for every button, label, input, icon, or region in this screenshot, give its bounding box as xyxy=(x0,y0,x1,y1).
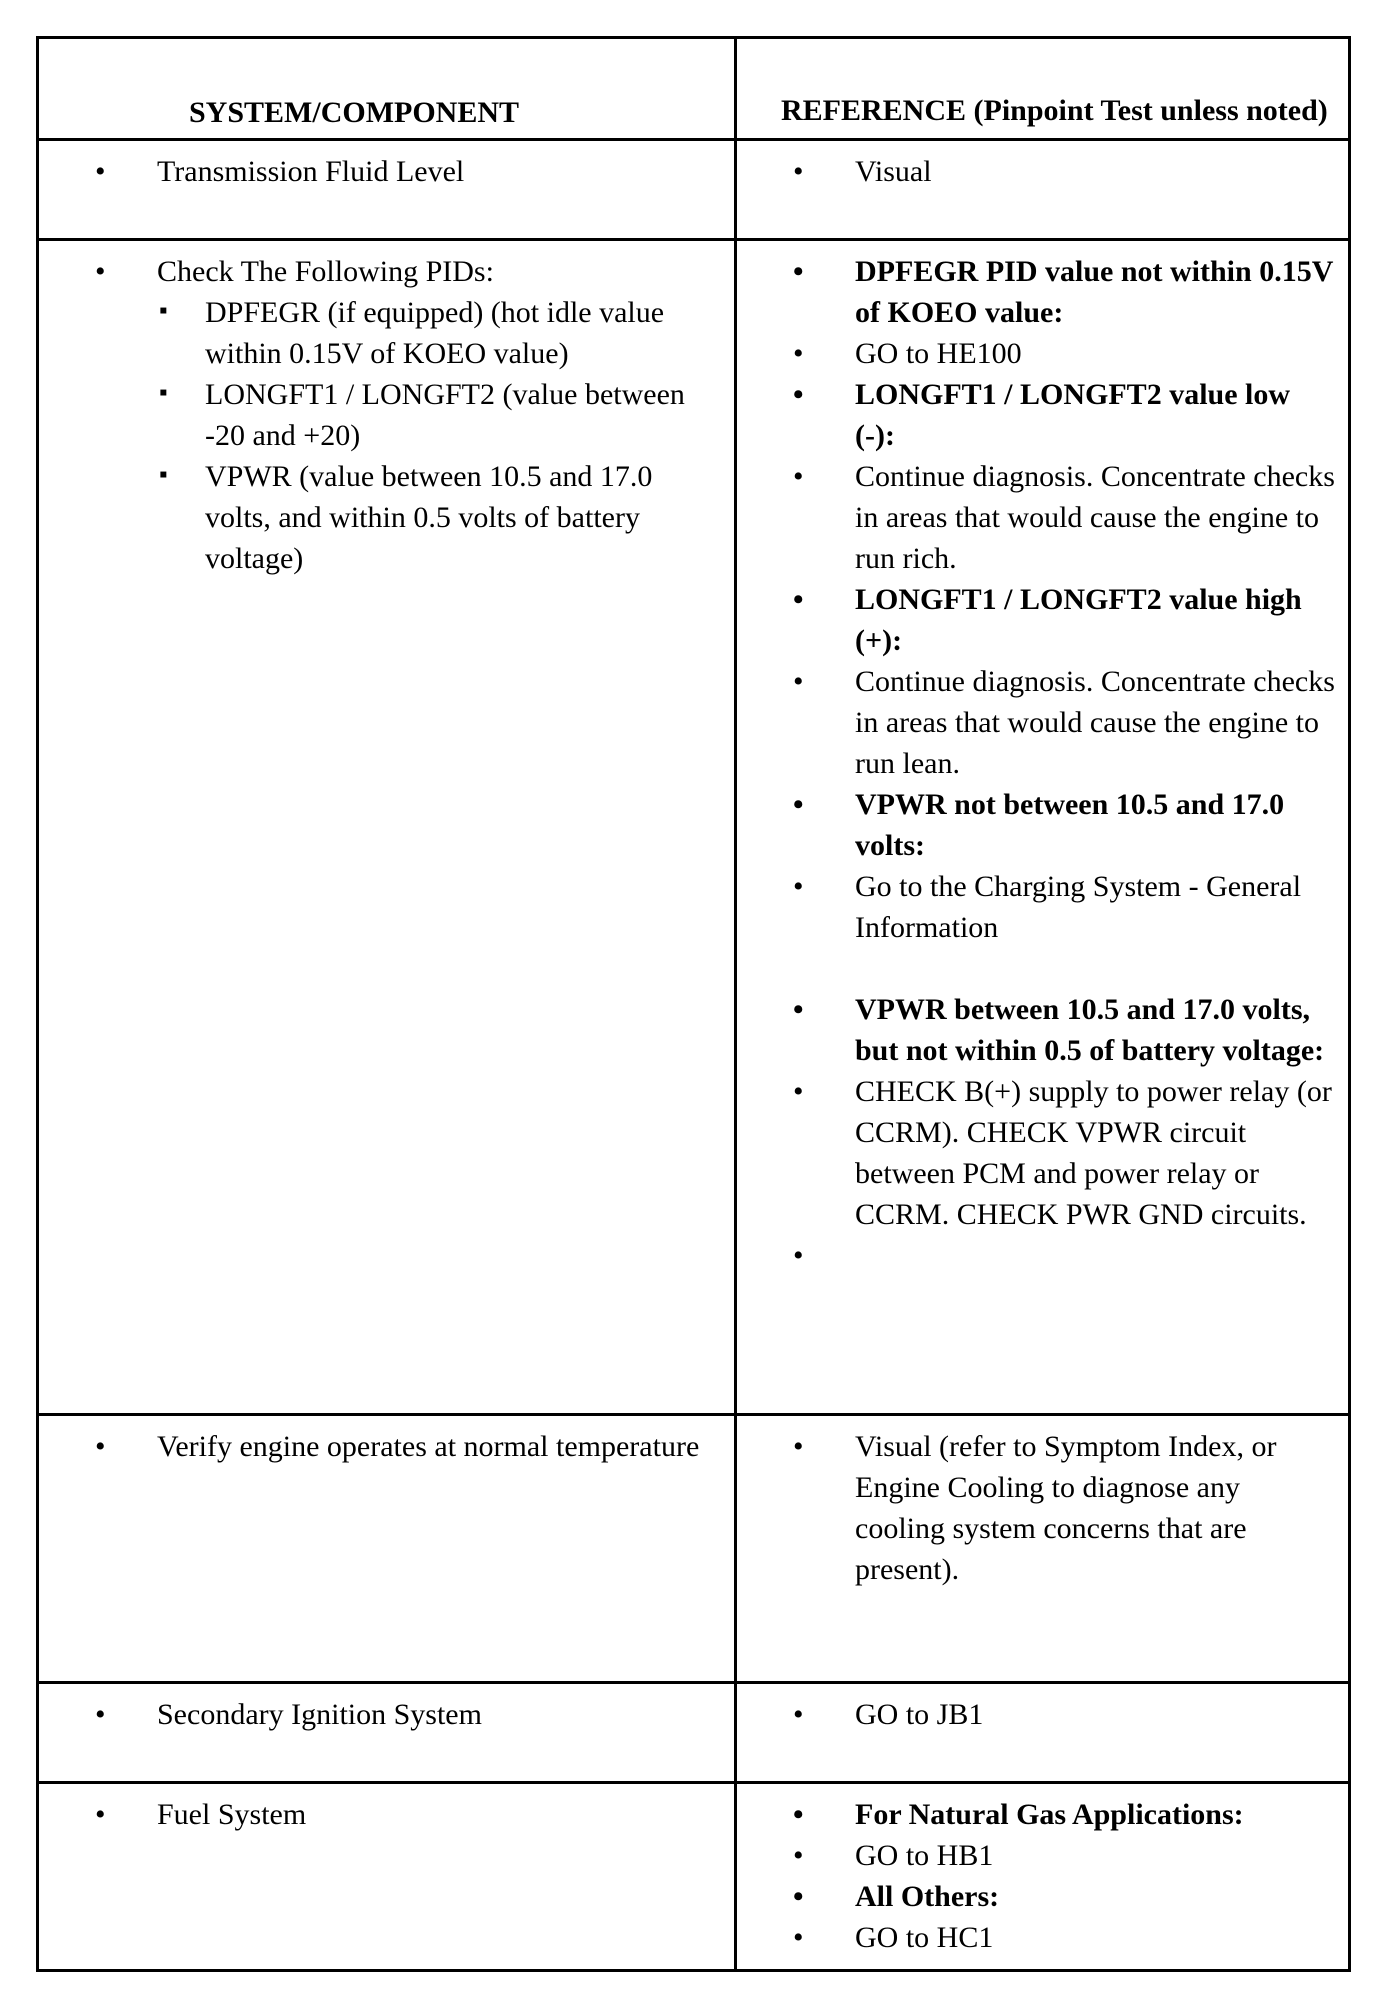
row-3-reference xyxy=(736,1415,1350,1683)
list-item: • GO to JB1 xyxy=(793,1694,1336,1735)
sub-list-item: ▪ DPFEGR (if equipped) (hot idle value within 0.15V of KOEO value) xyxy=(157,292,722,374)
diagnostic-table xyxy=(36,36,1351,1972)
list-item: • Secondary Ignition System xyxy=(95,1694,722,1735)
list-item: • All Others: xyxy=(793,1876,1336,1917)
empty-list-item xyxy=(793,1235,1336,1276)
list-item: • VPWR not between 10.5 and 17.0 volts: xyxy=(793,784,1336,866)
list-item: • Verify engine operates at normal temperature xyxy=(95,1426,722,1467)
list-item: • Check The Following PIDs: xyxy=(95,251,722,292)
row-4-reference xyxy=(736,1683,1350,1783)
list-item: • Visual (refer to Symptom Index, or Engine Cooling to diagnose any cooling system concerns that are present). xyxy=(793,1426,1336,1590)
table-row xyxy=(38,1783,1350,1971)
table-row xyxy=(38,240,1350,1415)
table-row xyxy=(38,1683,1350,1783)
pid-sublist xyxy=(95,292,722,579)
list-item: • LONGFT1 / LONGFT2 value high (+): xyxy=(793,579,1336,661)
list-item: • LONGFT1 / LONGFT2 value low (-): xyxy=(793,374,1336,456)
table-row xyxy=(38,1415,1350,1683)
list-item: • Visual xyxy=(793,151,1336,192)
table-header-row xyxy=(38,38,1350,140)
list-item: • Continue diagnosis. Concentrate checks in areas that would cause the engine to run rich. xyxy=(793,456,1336,579)
list-item: • DPFEGR PID value not within 0.15V of KOEO value: xyxy=(793,251,1336,333)
row-2-system xyxy=(38,240,736,1415)
list-item: • For Natural Gas Applications: xyxy=(793,1794,1336,1835)
list-item: • GO to HE100 xyxy=(793,333,1336,374)
sub-list-item: ▪ VPWR (value between 10.5 and 17.0 volts, and within 0.5 volts of battery voltage) xyxy=(157,456,722,579)
row-2-reference xyxy=(736,240,1350,1415)
row-1-system xyxy=(38,140,736,240)
sub-list-item: ▪ LONGFT1 / LONGFT2 (value between -20 and +20) xyxy=(157,374,722,456)
header-reference: REFERENCE (Pinpoint Test unless noted) xyxy=(736,38,1350,140)
row-4-system xyxy=(38,1683,736,1783)
list-item: • Continue diagnosis. Concentrate checks in areas that would cause the engine to run lean. xyxy=(793,661,1336,784)
header-system-component: SYSTEM/COMPONENT xyxy=(38,38,736,140)
list-item: • GO to HB1 xyxy=(793,1835,1336,1876)
row-5-reference xyxy=(736,1783,1350,1971)
list-item: • VPWR between 10.5 and 17.0 volts, but not within 0.5 of battery voltage: xyxy=(793,989,1336,1071)
table-row xyxy=(38,140,1350,240)
list-item: • Fuel System xyxy=(95,1794,722,1835)
list-item: • GO to HC1 xyxy=(793,1917,1336,1958)
row-5-system xyxy=(38,1783,736,1971)
row-3-system xyxy=(38,1415,736,1683)
list-item: • Go to the Charging System - General Information xyxy=(793,866,1336,948)
list-item: • Transmission Fluid Level xyxy=(95,151,722,192)
row-1-reference xyxy=(736,140,1350,240)
list-item: • CHECK B(+) supply to power relay (or CCRM). CHECK VPWR circuit between PCM and power relay or CCRM. CHECK PWR GND circuits. xyxy=(793,1071,1336,1235)
